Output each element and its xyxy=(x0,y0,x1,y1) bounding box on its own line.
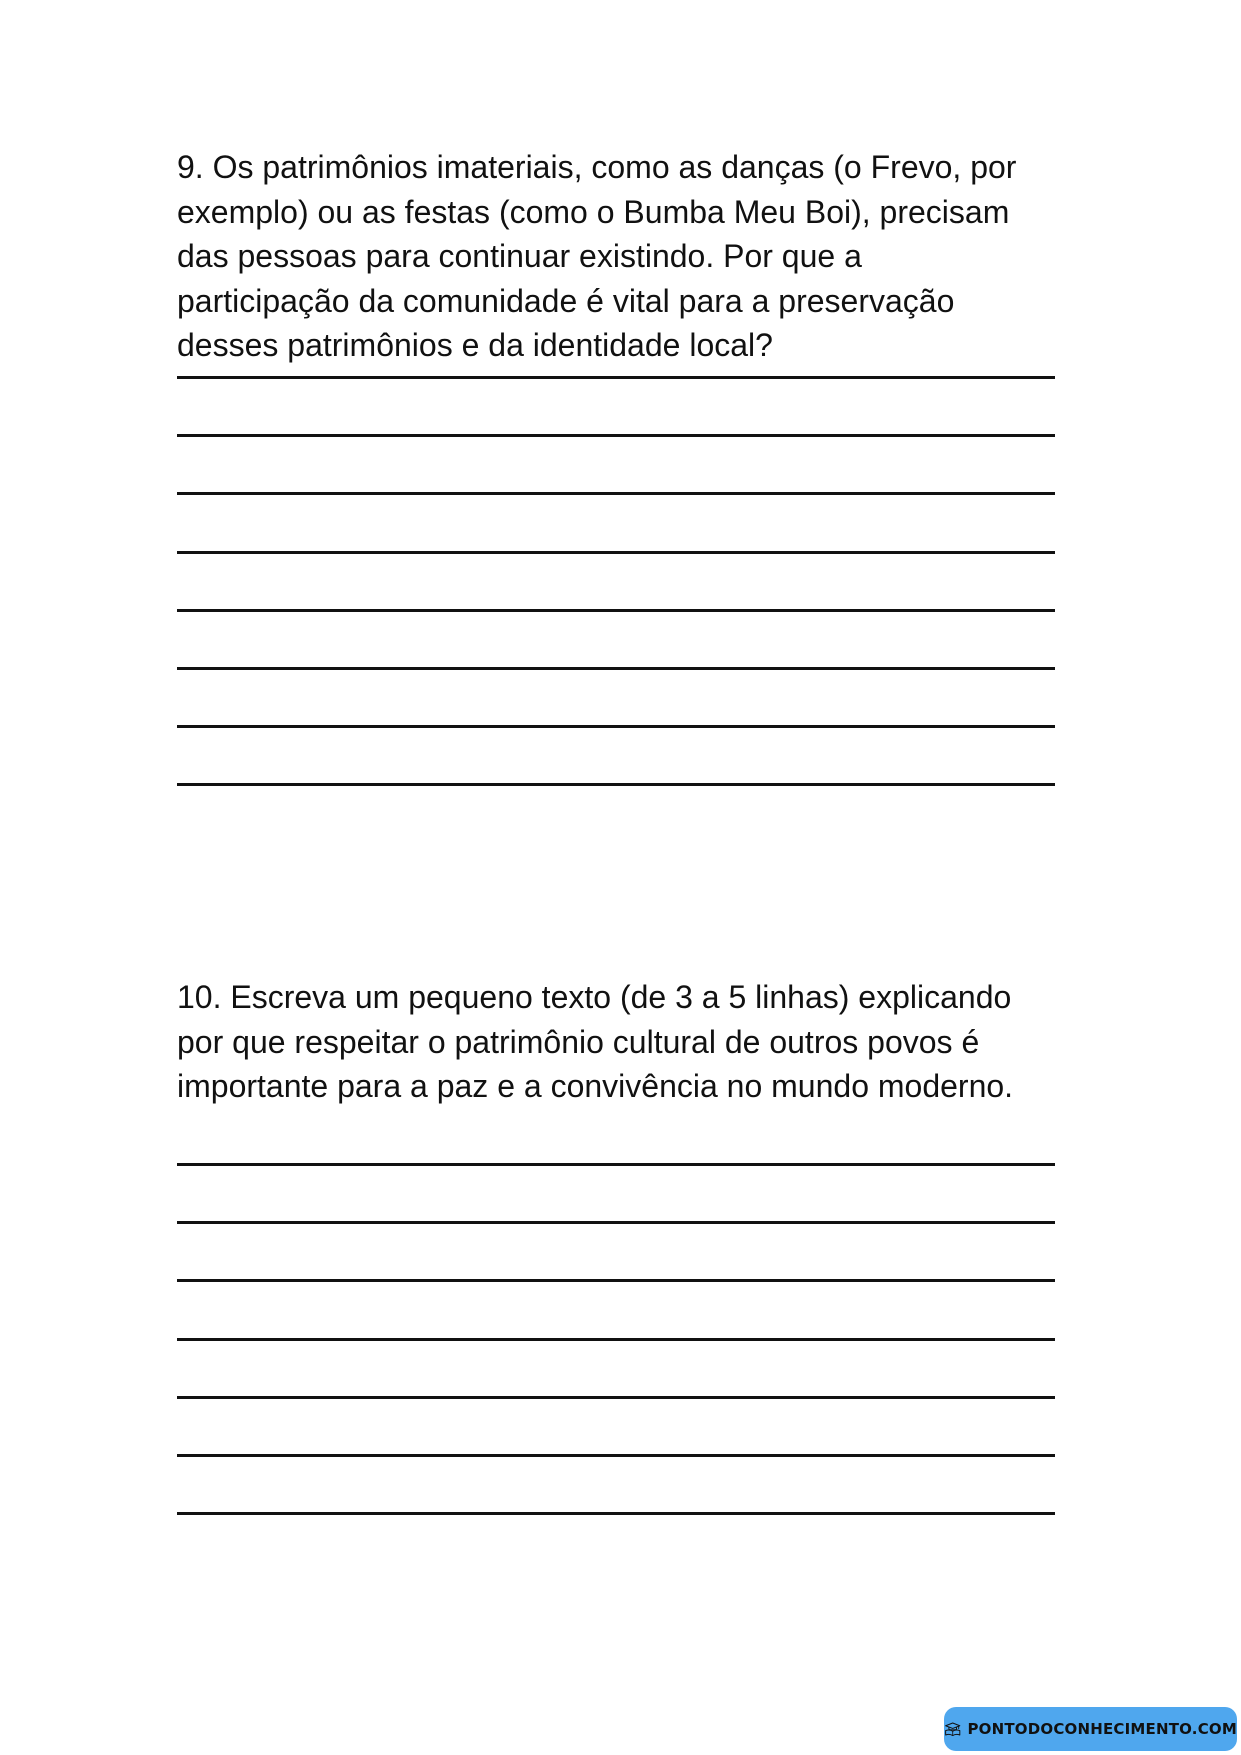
answer-line[interactable] xyxy=(177,1338,1055,1341)
book-graduation-cap-icon xyxy=(944,1716,961,1742)
brand-text: PONTODOCONHECIMENTO.COM xyxy=(967,1720,1237,1738)
answer-line[interactable] xyxy=(177,492,1055,495)
answer-line[interactable] xyxy=(177,434,1055,437)
question-9 xyxy=(177,145,1057,368)
question-10 xyxy=(177,975,1057,1109)
brand-badge[interactable] xyxy=(944,1707,1237,1751)
answer-line[interactable] xyxy=(177,725,1055,728)
question-9-text: 9. Os patrimônios imateriais, como as danças (o Frevo, por exemplo) ou as festas (como o Bumba Meu Boi), precisam das pessoas para continuar existindo. Por que a participação da comunidade é vital para a preservação desses patrimônios e da identidade local? xyxy=(177,149,1017,363)
question-10-text: 10. Escreva um pequeno texto (de 3 a 5 linhas) explicando por que respeitar o patrimônio cultural de outros povos é importante para a paz e a convivência no mundo moderno. xyxy=(177,979,1014,1104)
answer-line[interactable] xyxy=(177,1221,1055,1224)
answer-line[interactable] xyxy=(177,1163,1055,1166)
answer-line[interactable] xyxy=(177,551,1055,554)
answer-line[interactable] xyxy=(177,1396,1055,1399)
answer-line[interactable] xyxy=(177,1512,1055,1515)
answer-line[interactable] xyxy=(177,376,1055,379)
answer-line[interactable] xyxy=(177,667,1055,670)
answer-line[interactable] xyxy=(177,609,1055,612)
answer-line[interactable] xyxy=(177,1279,1055,1282)
answer-line[interactable] xyxy=(177,783,1055,786)
answer-line[interactable] xyxy=(177,1454,1055,1457)
